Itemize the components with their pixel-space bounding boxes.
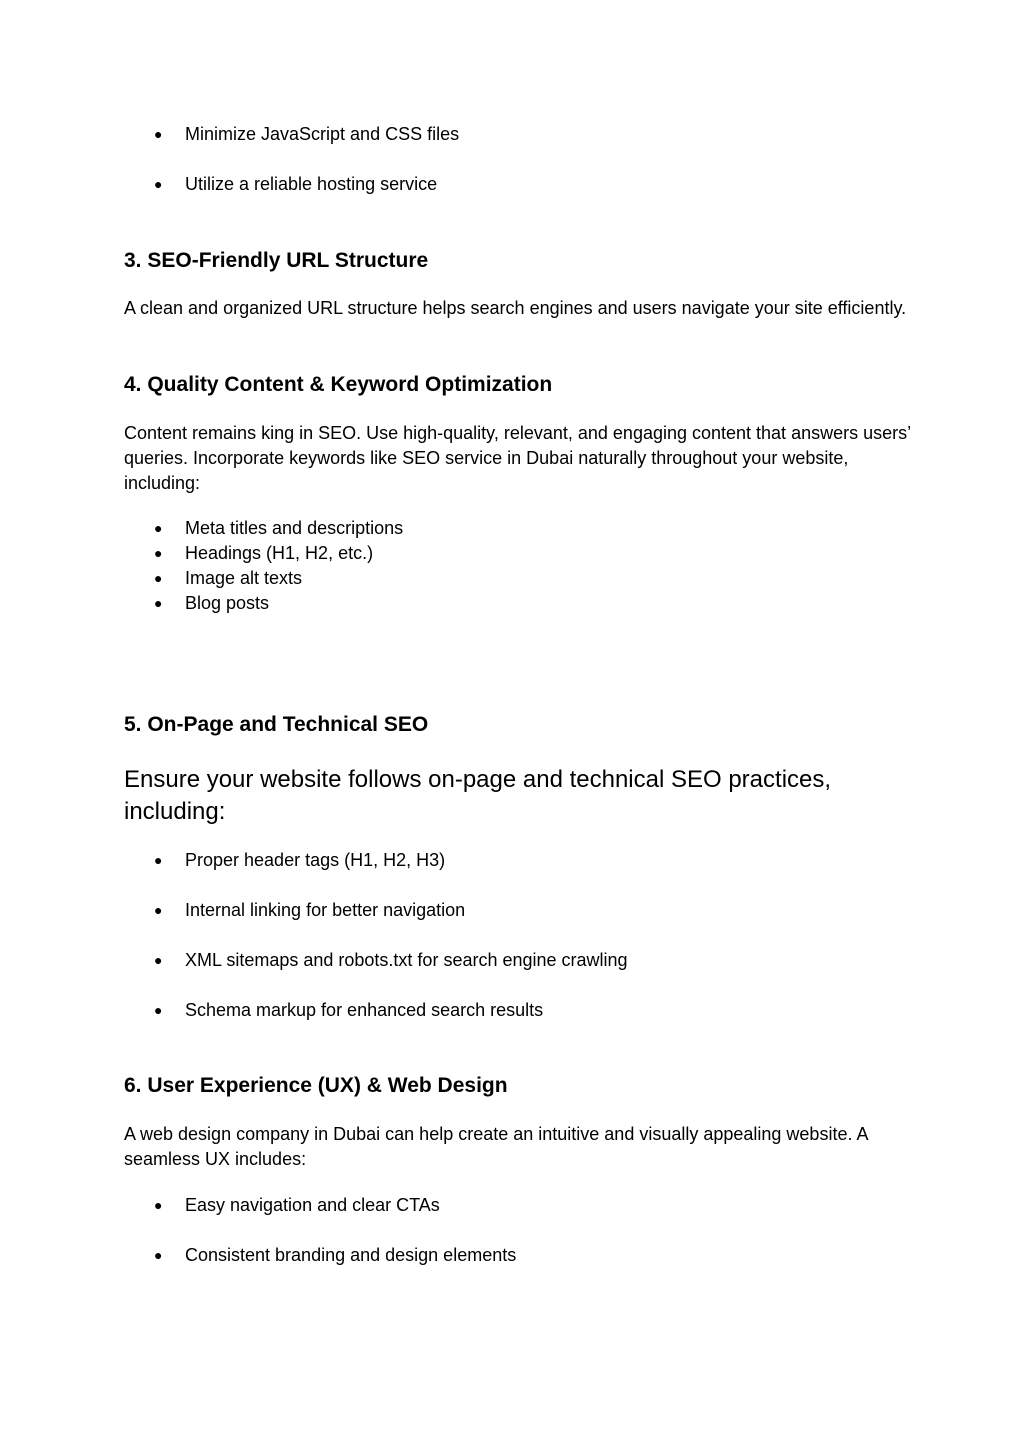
bullet-icon: ● [154,852,163,868]
list-item-text: Headings (H1, H2, etc.) [185,543,374,563]
list-item-text: Meta titles and descriptions [185,518,404,538]
section-paragraph: A web design company in Dubai can help create an intuitive and visually appealing website. A seamless UX includes: [124,1124,868,1169]
list-item [154,566,302,591]
list-item-text: XML sitemaps and robots.txt for search engine crawling [185,950,628,970]
list-item-text: Easy navigation and clear CTAs [185,1195,440,1215]
list-item-text: Schema markup for enhanced search results [185,1000,544,1020]
section-heading: 4. Quality Content & Keyword Optimization [124,373,553,396]
bullet-icon: ● [154,126,163,142]
bullet-icon: ● [154,520,163,536]
bullet-icon: ● [154,570,163,586]
list-item-text: Consistent branding and design elements [185,1245,517,1265]
list-item-text: Proper header tags (H1, H2, H3) [185,850,446,870]
bullet-icon: ● [154,176,163,192]
list-item [154,898,465,923]
list-item [154,122,459,147]
bullet-icon: ● [154,1247,163,1263]
section-paragraph: Content remains king in SEO. Use high-quality, relevant, and engaging content that answers users’ queries. Incorporate keywords like SEO service in Dubai naturally throughout your website, including: [124,423,911,493]
list-item [154,1243,516,1268]
section-heading: 6. User Experience (UX) & Web Design [124,1074,508,1097]
list-item-text: Minimize JavaScript and CSS files [185,124,460,144]
list-item [154,998,543,1023]
list-item [154,541,373,566]
list-item [154,948,628,973]
bullet-icon: ● [154,952,163,968]
bullet-icon: ● [154,1002,163,1018]
bullet-icon: ● [154,1197,163,1213]
list-item-text: Internal linking for better navigation [185,900,466,920]
section-paragraph: Ensure your website follows on-page and technical SEO practices, including: [124,766,832,825]
list-item [154,591,269,616]
bullet-icon: ● [154,595,163,611]
list-item-text: Image alt texts [185,568,303,588]
section-heading: 3. SEO-Friendly URL Structure [124,249,429,272]
bullet-icon: ● [154,902,163,918]
section-paragraph: A clean and organized URL structure helps search engines and users navigate your site efficiently. [124,298,907,318]
list-item [154,1193,440,1218]
list-item [154,848,445,873]
list-item-text: Blog posts [185,593,270,613]
list-item [154,172,437,197]
list-item [154,516,403,541]
list-item-text: Utilize a reliable hosting service [185,174,438,194]
section-heading: 5. On-Page and Technical SEO [124,713,429,736]
bullet-icon: ● [154,545,163,561]
